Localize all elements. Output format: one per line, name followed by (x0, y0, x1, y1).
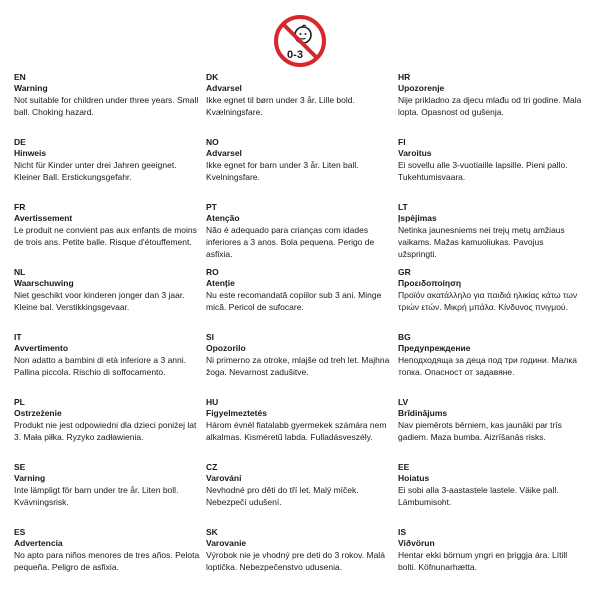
warning-title: Avertissement (14, 213, 73, 223)
warning-title: Atenção (206, 213, 240, 223)
warning-title: Varoitus (398, 148, 432, 158)
warning-text: Προϊόν ακατάλληλο για παιδιά ηλικίας κάτω των τριών ετών. Μικρή μπάλα. Κίνδυνος πνιγμού. (398, 290, 578, 312)
language-code: NL (14, 267, 26, 277)
language-code: LV (398, 397, 409, 407)
language-code: FR (14, 202, 26, 212)
warning-entry-es (14, 527, 204, 592)
language-code: HU (206, 397, 219, 407)
warning-text: Produkt nie jest odpowiedni dla dzieci poniżej lat 3. Mała piłka. Ryzyko zadławienia. (14, 420, 197, 442)
warning-title: Advarsel (206, 83, 242, 93)
language-code: FI (398, 137, 406, 147)
warning-title: Brīdinājums (398, 408, 448, 418)
warning-title: Varning (14, 473, 46, 483)
language-code: EN (14, 72, 26, 82)
warning-text: Nevhodné pro děti do tří let. Malý míček. Nebezpečí udušení. (206, 485, 359, 507)
warning-text: Niet geschikt voor kinderen jonger dan 3 jaar. Kleine bal. Verstikkingsgevaar. (14, 290, 185, 312)
warning-entry-gr (398, 267, 588, 332)
warning-text: Három évnél fiatalabb gyermekek számára nem alkalmas. Kisméretű labda. Fulladásveszély. (206, 420, 387, 442)
language-code: IS (398, 527, 407, 537)
warning-entry-en (14, 72, 204, 137)
warning-entry-nl (14, 267, 204, 332)
warning-title: Varovanie (206, 538, 247, 548)
warning-text: Nu este recomandată copiilor sub 3 ani. Minge mică. Pericol de sufocare. (206, 290, 382, 312)
warning-text: Неподходяща за деца под три години. Малка топка. Опасност от задавяне. (398, 355, 577, 377)
warning-entry-fr (14, 202, 204, 267)
warning-entry-it (14, 332, 204, 397)
warning-text: Ei sovellu alle 3-vuotiaille lapsille. Pieni pallo. Tukehtumisvaara. (398, 160, 568, 182)
column-right (398, 72, 588, 592)
warning-title: Įspėjimas (398, 213, 437, 223)
column-left (14, 72, 204, 592)
warning-entry-dk (206, 72, 396, 137)
warning-entry-hr (398, 72, 588, 137)
warning-title: Προειδοποίηση (398, 278, 462, 288)
warning-entry-pt (206, 202, 396, 267)
warning-text: Ikke egnet for barn under 3 år. Liten ball. Kvelningsfare. (206, 160, 359, 182)
warning-text: Ni primerno za otroke, mlajše od treh let. Majhna žoga. Nevarnost zadušitve. (206, 355, 390, 377)
warning-text: Inte lämpligt för barn under tre år. Liten boll. Kvävningsrisk. (14, 485, 179, 507)
language-code: GR (398, 267, 411, 277)
warning-title: Advarsel (206, 148, 242, 158)
warning-entry-ro (206, 267, 396, 332)
warning-entry-sk (206, 527, 396, 592)
warning-title: Hinweis (14, 148, 47, 158)
warning-title: Varování (206, 473, 242, 483)
language-code: BG (398, 332, 411, 342)
warning-text: Ikke egnet til børn under 3 år. Lille bold. Kvælningsfare. (206, 95, 355, 117)
warning-title: Hoiatus (398, 473, 430, 483)
warning-text: Nije prikladno za djecu mlađu od tri godine. Mala lopta. Opasnost od gušenja. (398, 95, 582, 117)
warning-entry-lv (398, 397, 588, 462)
language-code: HR (398, 72, 411, 82)
no-children-under-3-icon (273, 14, 327, 68)
warning-symbol (273, 14, 327, 68)
warning-title: Ostrzeżenie (14, 408, 62, 418)
warning-text: Ei sobi alla 3-aastastele lastele. Väike pall. Lämbumisoht. (398, 485, 559, 507)
warning-entry-is (398, 527, 588, 592)
language-code: EE (398, 462, 410, 472)
warning-title: Waarschuwing (14, 278, 74, 288)
warning-title: Atenție (206, 278, 235, 288)
warning-title: Figyelmeztetés (206, 408, 267, 418)
language-code: CZ (206, 462, 218, 472)
language-code: IT (14, 332, 22, 342)
language-code: DE (14, 137, 26, 147)
warning-text: Nav piemērots bērniem, kas jaunāki par trīs gadiem. Maza bumba. Aizrīšanās risks. (398, 420, 562, 442)
warning-entry-se (14, 462, 204, 527)
language-code: LT (398, 202, 408, 212)
warning-entry-lt (398, 202, 588, 267)
warning-entry-bg (398, 332, 588, 397)
warning-text: Hentar ekki börnum yngri en þriggja ára. Lítill bolti. Köfnunarhætta. (398, 550, 568, 572)
language-code: NO (206, 137, 219, 147)
warning-entry-de (14, 137, 204, 202)
language-code: RO (206, 267, 219, 277)
warning-text: Netinka jaunesniems nei trejų metų amžiaus vaikams. Mažas kamuoliukas. Pavojus užspringti. (398, 225, 565, 259)
warning-entry-fi (398, 137, 588, 202)
warning-text: Non adatto a bambini di età inferiore a 3 anni. Pallina piccola. Rischio di soffocamento. (14, 355, 187, 377)
column-middle (206, 72, 396, 592)
language-code: SK (206, 527, 218, 537)
warning-title: Advertencia (14, 538, 63, 548)
warning-text: Le produit ne convient pas aux enfants de moins de trois ans. Petite balle. Risque d'étouffement. (14, 225, 197, 247)
language-code: DK (206, 72, 219, 82)
warning-title: Warning (14, 83, 48, 93)
warning-entry-si (206, 332, 396, 397)
language-code: SE (14, 462, 26, 472)
warning-title: Upozorenje (398, 83, 445, 93)
language-code: SI (206, 332, 215, 342)
warning-entry-hu (206, 397, 396, 462)
warning-text: Not suitable for children under three years. Small ball. Choking hazard. (14, 95, 199, 117)
warning-entry-ee (398, 462, 588, 527)
warning-entry-pl (14, 397, 204, 462)
warning-title: Avvertimento (14, 343, 69, 353)
warning-text: Nicht für Kinder unter drei Jahren geeignet. Kleiner Ball. Erstickungsgefahr. (14, 160, 177, 182)
language-code: PT (206, 202, 217, 212)
warning-title: Opozorilo (206, 343, 246, 353)
age-label: 0-3 (287, 49, 303, 61)
language-code: ES (14, 527, 26, 537)
warning-title: Предупреждение (398, 343, 471, 353)
warning-text: No apto para niños menores de tres años. Pelota pequeña. Peligro de asfixia. (14, 550, 200, 572)
warning-text: Não é adequado para crianças com idades inferiores a 3 anos. Bola pequena. Perigo de asfixia. (206, 225, 375, 259)
warning-entry-cz (206, 462, 396, 527)
language-code: PL (14, 397, 25, 407)
warning-entry-no (206, 137, 396, 202)
warning-text: Výrobok nie je vhodný pre deti do 3 rokov. Malá loptička. Nebezpečenstvo udusenia. (206, 550, 385, 572)
warning-title: Viðvörun (398, 538, 435, 548)
